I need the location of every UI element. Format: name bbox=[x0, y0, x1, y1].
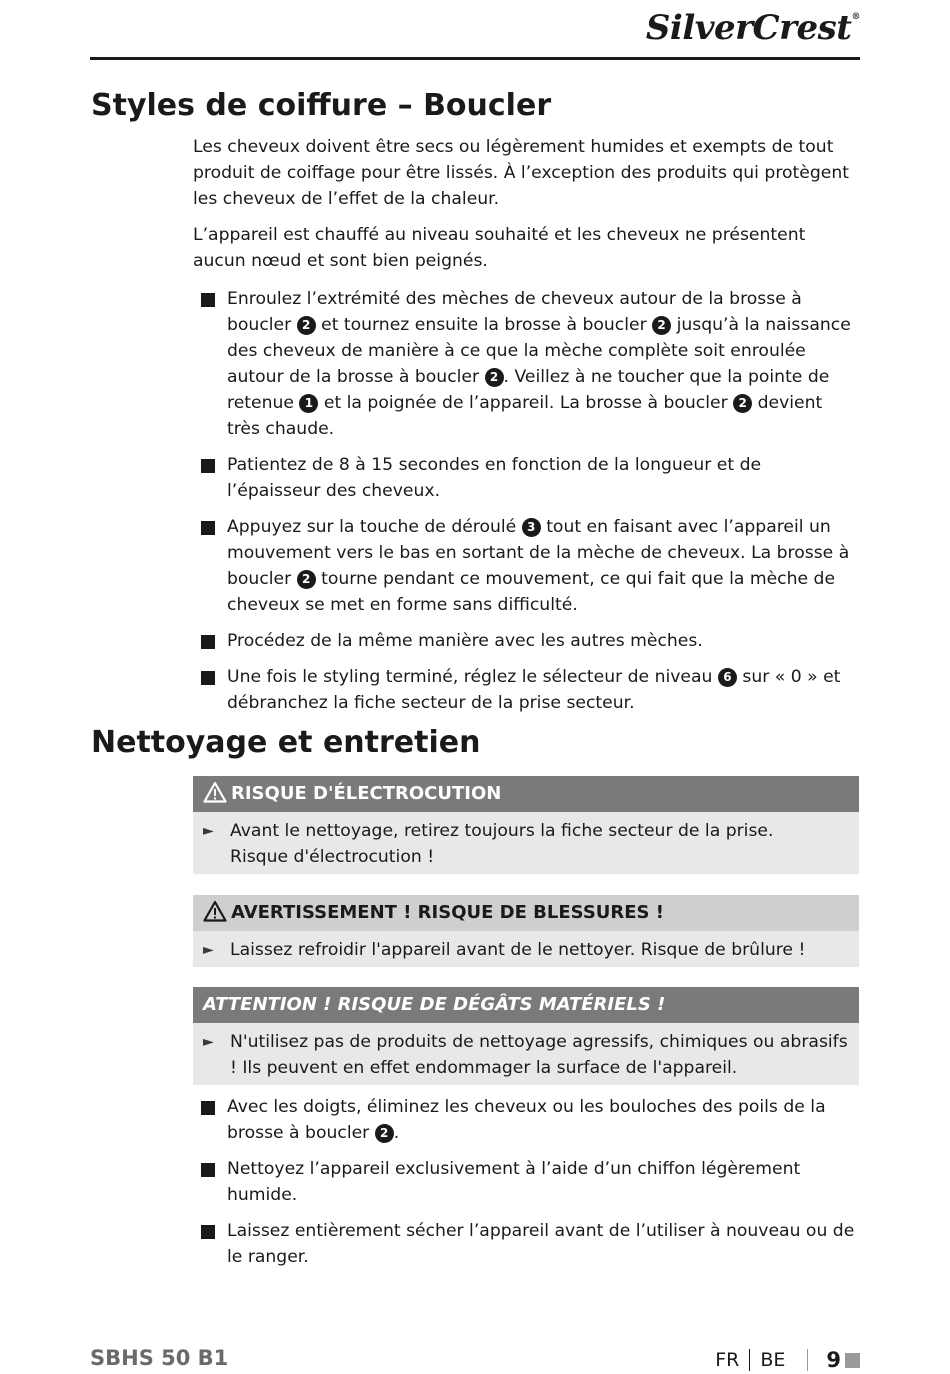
bullet-square-icon bbox=[201, 521, 215, 535]
part-number-badge: 2 bbox=[297, 316, 316, 335]
warning-title: ATTENTION ! RISQUE DE DÉGÂTS MATÉRIELS ! bbox=[203, 994, 666, 1015]
warning-triangle-icon bbox=[203, 781, 227, 803]
page-number: 9 bbox=[826, 1348, 841, 1372]
part-number-badge: 6 bbox=[718, 668, 737, 687]
part-number-badge: 2 bbox=[652, 316, 671, 335]
brand-registered-mark: ® bbox=[851, 12, 860, 22]
list-item: Procédez de la même manière avec les autres mèches. bbox=[193, 628, 859, 654]
part-number-badge: 2 bbox=[297, 570, 316, 589]
list-item: Laissez entièrement sécher l’appareil avant de l’utiliser à nouveau ou de le ranger. bbox=[193, 1218, 859, 1270]
header-rule bbox=[90, 57, 860, 60]
warning-box-material-damage bbox=[193, 987, 859, 1085]
intro-paragraph-2: L’appareil est chauffé au niveau souhaité et les cheveux ne présentent aucun nœud et sont bien peignés. bbox=[193, 225, 806, 271]
bullet-square-icon bbox=[201, 1101, 215, 1115]
list-item: Nettoyez l’appareil exclusivement à l’aide d’un chiffon légèrement humide. bbox=[193, 1156, 859, 1208]
bullet-square-icon bbox=[201, 1163, 215, 1177]
bullet-square-icon bbox=[201, 671, 215, 685]
warning-header bbox=[193, 895, 859, 931]
warning-text: ► Laissez refroidir l'appareil avant de le nettoyer. Risque de brûlure ! bbox=[193, 931, 859, 971]
cleaning-steps-list bbox=[193, 1094, 859, 1270]
section-curling-body bbox=[193, 134, 859, 726]
section-cleaning-body bbox=[193, 1094, 859, 1280]
brand-logo bbox=[646, 8, 860, 48]
warning-box-injury bbox=[193, 895, 859, 967]
arrow-right-icon: ► bbox=[203, 942, 214, 958]
section-title-cleaning: Nettoyage et entretien bbox=[91, 725, 481, 760]
warning-title: RISQUE D'ÉLECTROCUTION bbox=[231, 783, 502, 804]
intro-paragraph-1: Les cheveux doivent être secs ou légèrement humides et exempts de tout produit de coiffage pour être lissés. À l’exception des produits qui protègent les cheveux de l’effet de la chaleur. bbox=[193, 137, 849, 209]
warning-triangle-icon bbox=[203, 900, 227, 922]
page-marker-square-icon bbox=[845, 1353, 860, 1368]
bullet-square-icon bbox=[201, 459, 215, 473]
curling-steps-list bbox=[193, 286, 859, 716]
section-title-curling: Styles de coiffure – Boucler bbox=[91, 88, 552, 123]
warning-text: ► N'utilisez pas de produits de nettoyage agressifs, chimiques ou abrasifs ! Ils peuvent en effet endommager la surface de l'appareil. bbox=[193, 1023, 859, 1089]
warning-text: ► Avant le nettoyage, retirez toujours la fiche secteur de la prise. Risque d'électrocution ! bbox=[193, 812, 859, 878]
list-item: Appuyez sur la touche de déroulé 3 tout en faisant avec l’appareil un mouvement vers le bas en sortant de la mèche de cheveux. La brosse à boucler 2 tourne pendant ce mouvement, ce qui fait que la mèche de cheveux se met en forme sans difficulté. bbox=[193, 514, 859, 618]
footer-lang-be: BE bbox=[760, 1349, 786, 1371]
part-number-badge: 1 bbox=[299, 394, 318, 413]
warning-header bbox=[193, 776, 859, 812]
footer-model-number: SBHS 50 B1 bbox=[90, 1346, 229, 1370]
list-item: Une fois le styling terminé, réglez le sélecteur de niveau 6 sur « 0 » et débranchez la fiche secteur de la prise secteur. bbox=[193, 664, 859, 716]
arrow-right-icon: ► bbox=[203, 1034, 214, 1050]
part-number-badge: 3 bbox=[522, 518, 541, 537]
arrow-right-icon: ► bbox=[203, 823, 214, 839]
bullet-square-icon bbox=[201, 635, 215, 649]
footer-page-info bbox=[715, 1348, 860, 1372]
bullet-square-icon bbox=[201, 293, 215, 307]
warning-box-electrocution bbox=[193, 776, 859, 874]
footer-lang-fr: FR bbox=[715, 1349, 740, 1371]
warning-header bbox=[193, 987, 859, 1023]
footer-divider bbox=[807, 1349, 808, 1371]
footer-divider bbox=[749, 1349, 750, 1371]
part-number-badge: 2 bbox=[375, 1124, 394, 1143]
bullet-square-icon bbox=[201, 1225, 215, 1239]
brand-name: SilverCrest bbox=[645, 8, 852, 48]
list-item: Patientez de 8 à 15 secondes en fonction de la longueur et de l’épaisseur des cheveux. bbox=[193, 452, 859, 504]
list-item: Avec les doigts, éliminez les cheveux ou les bouloches des poils de la brosse à boucler 2 . bbox=[193, 1094, 859, 1146]
part-number-badge: 2 bbox=[733, 394, 752, 413]
warning-title: AVERTISSEMENT ! RISQUE DE BLESSURES ! bbox=[231, 902, 664, 923]
list-item: Enroulez l’extrémité des mèches de cheveux autour de la brosse à boucler 2 et tournez ensuite la brosse à boucler 2 jusqu’à la naissance des cheveux de manière à ce que la mèche complète soit enroulée autour de la brosse à boucler 2 . Veillez à ne toucher que la pointe de retenue 1 et la poignée de l’appareil. La brosse à boucler 2 devient très chaude. bbox=[193, 286, 859, 442]
part-number-badge: 2 bbox=[485, 368, 504, 387]
